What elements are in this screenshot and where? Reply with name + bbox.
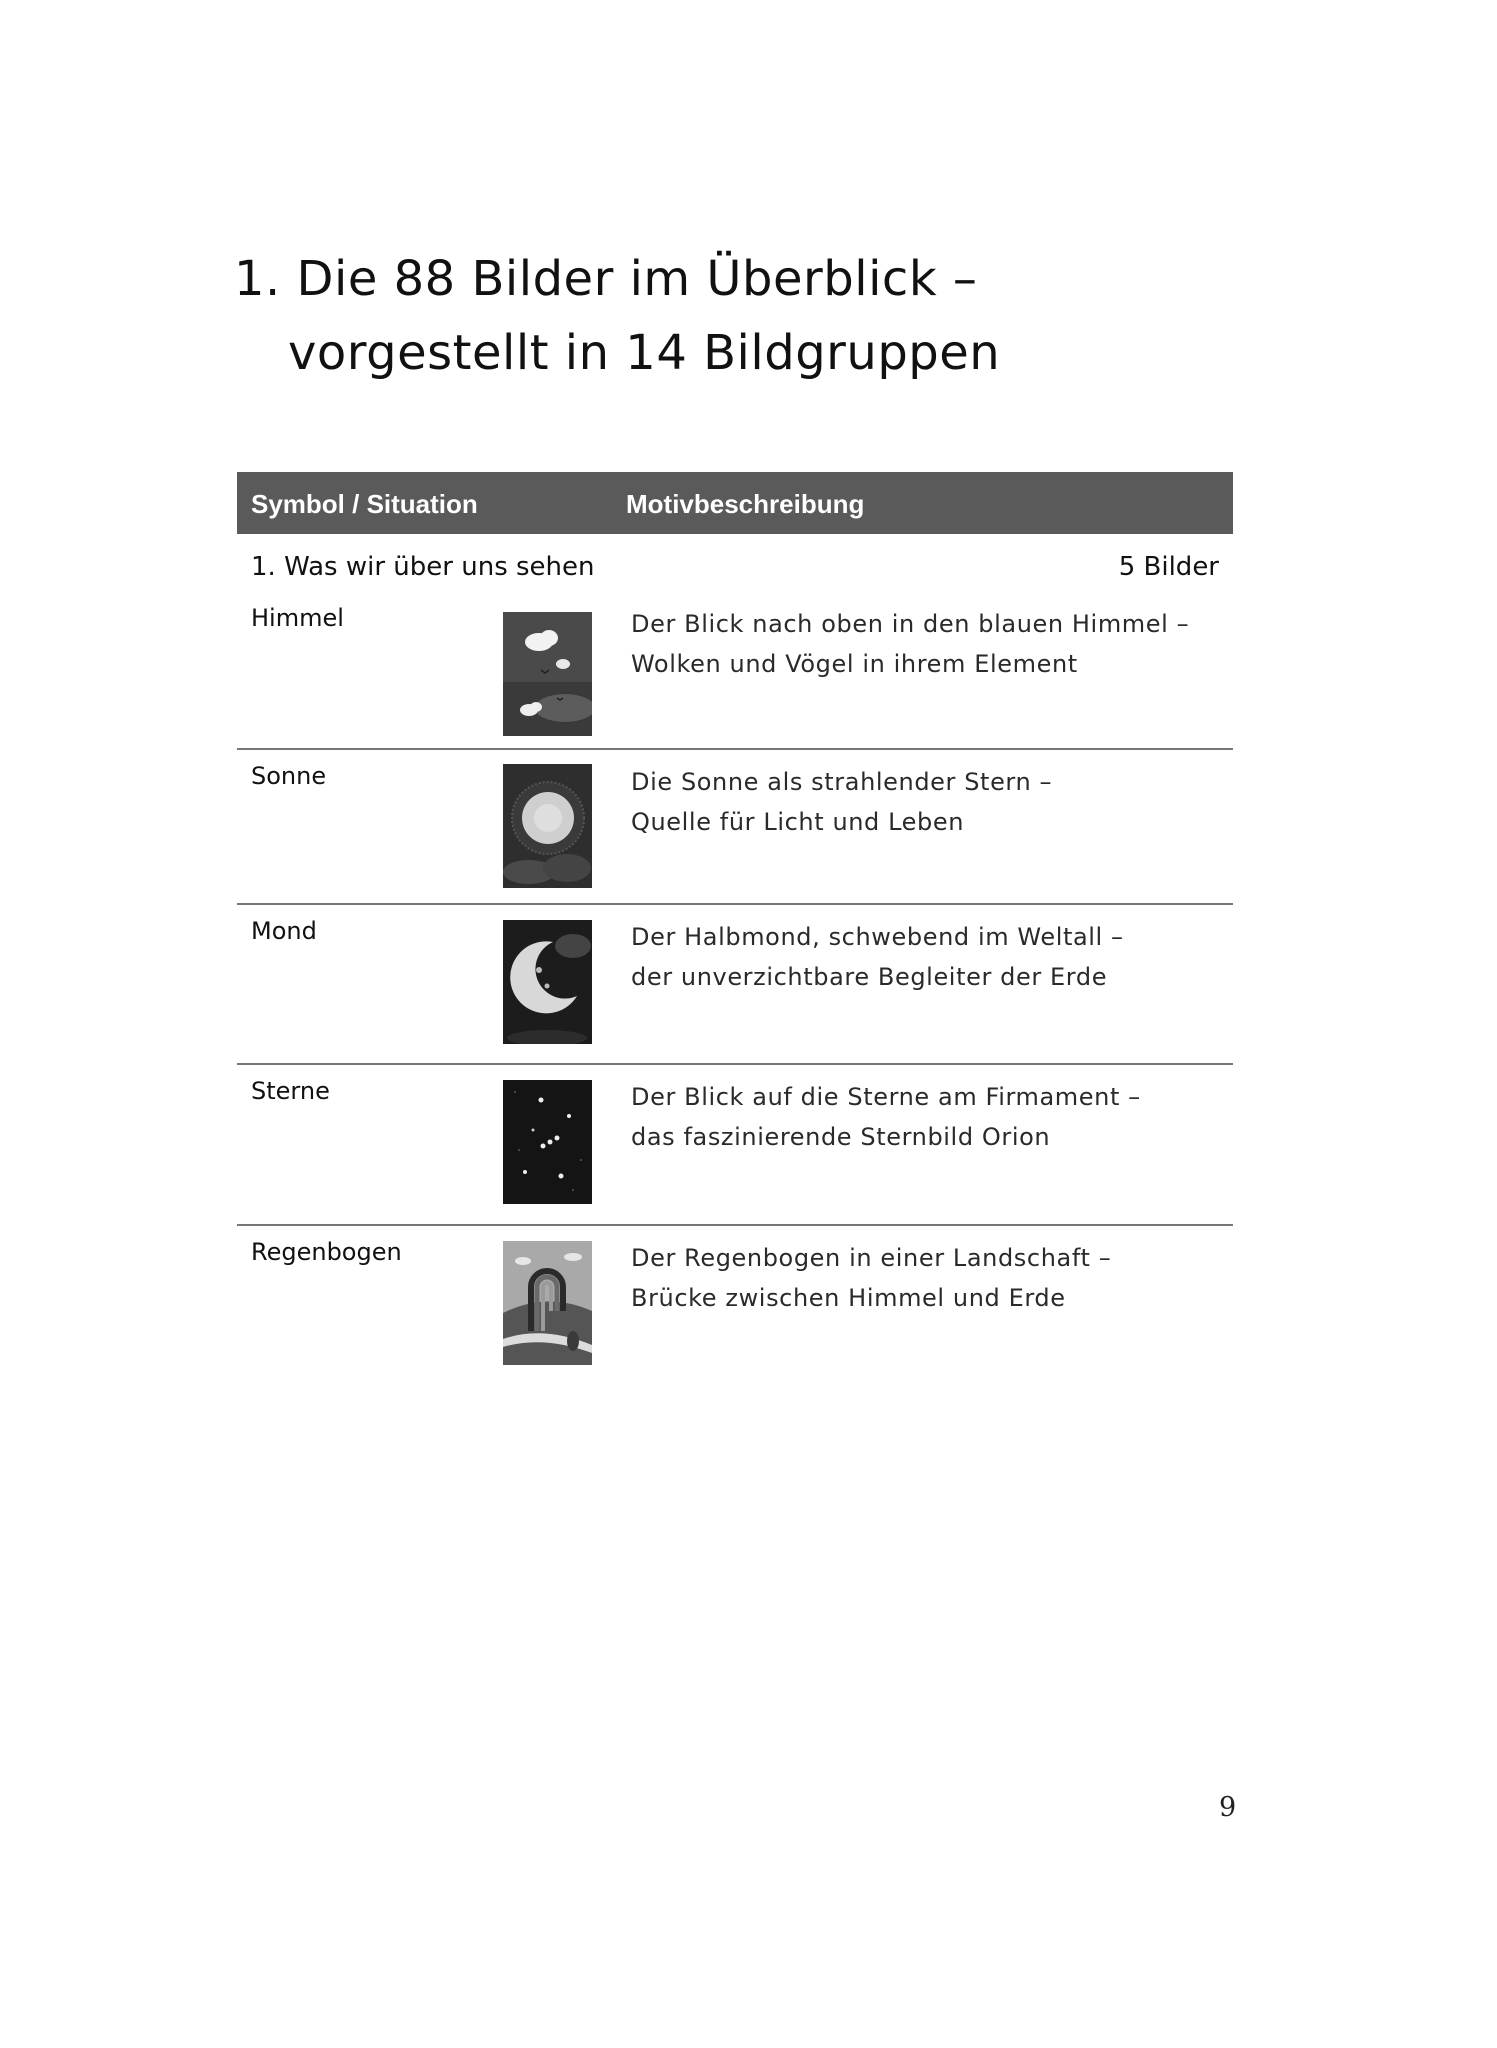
description-line: Der Regenbogen in einer Landschaft – — [631, 1244, 1112, 1272]
motif-description — [631, 1238, 1111, 1318]
overview-table — [237, 472, 1233, 1386]
symbol-name: Sterne — [251, 1077, 330, 1105]
column-header-motif: Motivbeschreibung — [626, 489, 865, 519]
description-line: Wolken und Vögel in ihrem Element — [631, 650, 1078, 678]
description-line: Brücke zwischen Himmel und Erde — [631, 1284, 1066, 1312]
description-line: Der Blick auf die Sterne am Firmament – — [631, 1083, 1141, 1111]
description-line: Der Blick nach oben in den blauen Himmel – — [631, 610, 1190, 638]
sun-icon — [503, 764, 592, 888]
symbol-name: Mond — [251, 917, 317, 945]
group-heading — [237, 534, 1233, 592]
motif-description — [631, 604, 1189, 684]
rainbow-landscape-icon — [503, 1241, 592, 1365]
description-line: Quelle für Licht und Leben — [631, 808, 965, 836]
motif-description — [631, 1077, 1141, 1157]
description-line: Der Halbmond, schwebend im Weltall – — [631, 923, 1124, 951]
half-moon-icon — [503, 920, 592, 1044]
description-line: das faszinierende Sternbild Orion — [631, 1123, 1051, 1151]
table-row — [237, 750, 1233, 905]
table-row — [237, 592, 1233, 750]
table-header — [237, 472, 1233, 534]
table-row — [237, 905, 1233, 1065]
group-name: 1. Was wir über uns sehen — [251, 552, 595, 582]
motif-description — [631, 917, 1124, 997]
symbol-name: Regenbogen — [251, 1238, 402, 1266]
clouds-birds-icon — [503, 612, 592, 736]
table-row — [237, 1226, 1233, 1386]
symbol-name: Sonne — [251, 762, 327, 790]
group-count: 5 Bilder — [1118, 552, 1219, 582]
table-row — [237, 1065, 1233, 1226]
page-number: 9 — [1219, 1792, 1237, 1823]
column-header-symbol: Symbol / Situation — [251, 489, 478, 519]
orion-stars-icon — [503, 1080, 592, 1204]
page-title — [234, 242, 1000, 390]
title-line-1: 1. Die 88 Bilder im Überblick – — [234, 251, 978, 307]
symbol-name: Himmel — [251, 604, 344, 632]
title-line-2: vorgestellt in 14 Bildgruppen — [288, 325, 1001, 381]
motif-description — [631, 762, 1052, 842]
description-line: der unverzichtbare Begleiter der Erde — [631, 963, 1108, 991]
description-line: Die Sonne als strahlender Stern – — [631, 768, 1053, 796]
